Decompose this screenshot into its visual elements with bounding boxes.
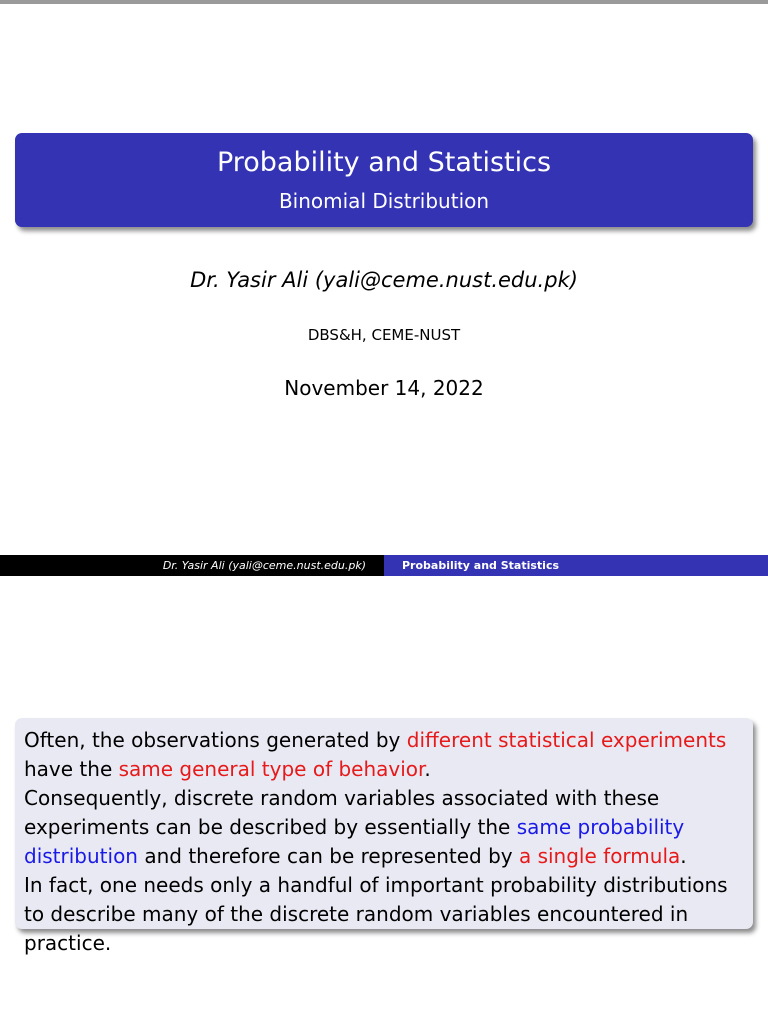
highlight-same-behavior: same general type of behavior: [118, 757, 425, 781]
highlight-same-distribution: same probability distribution: [24, 815, 685, 868]
institute: DBS&H, CEME-NUST: [307, 326, 461, 344]
block-text: .: [424, 757, 431, 781]
content-block: [15, 718, 753, 955]
block-text: and therefore can be represented by: [137, 844, 519, 868]
title-block: [15, 133, 753, 227]
block-text: Often, the observations generated by: [24, 728, 407, 752]
content-slide: [0, 578, 768, 1024]
slide-title: Probability and Statistics: [216, 147, 552, 178]
footer-author: Dr. Yasir Ali (yali@ceme.nust.edu.pk): [0, 555, 384, 576]
block-text: In fact, one needs only a handful of important probability distributions to describe many of the discrete random variables encountered in practice.: [24, 873, 728, 955]
block-text: have the: [24, 757, 119, 781]
highlight-different-experiments: different statistical experiments: [406, 728, 727, 752]
title-slide: [0, 4, 768, 576]
highlight-single-formula: a single formula: [518, 844, 681, 868]
slide-subtitle: Binomial Distribution: [278, 189, 490, 213]
footer-bar: [0, 555, 768, 576]
date: November 14, 2022: [284, 376, 484, 400]
footer-title: Probability and Statistics: [384, 555, 768, 576]
block-text: Consequently, discrete random variables associated with these experiments can be described by essentially the: [24, 786, 660, 839]
block-text: .: [680, 844, 687, 868]
author: Dr. Yasir Ali (yali@ceme.nust.edu.pk): [190, 268, 578, 292]
